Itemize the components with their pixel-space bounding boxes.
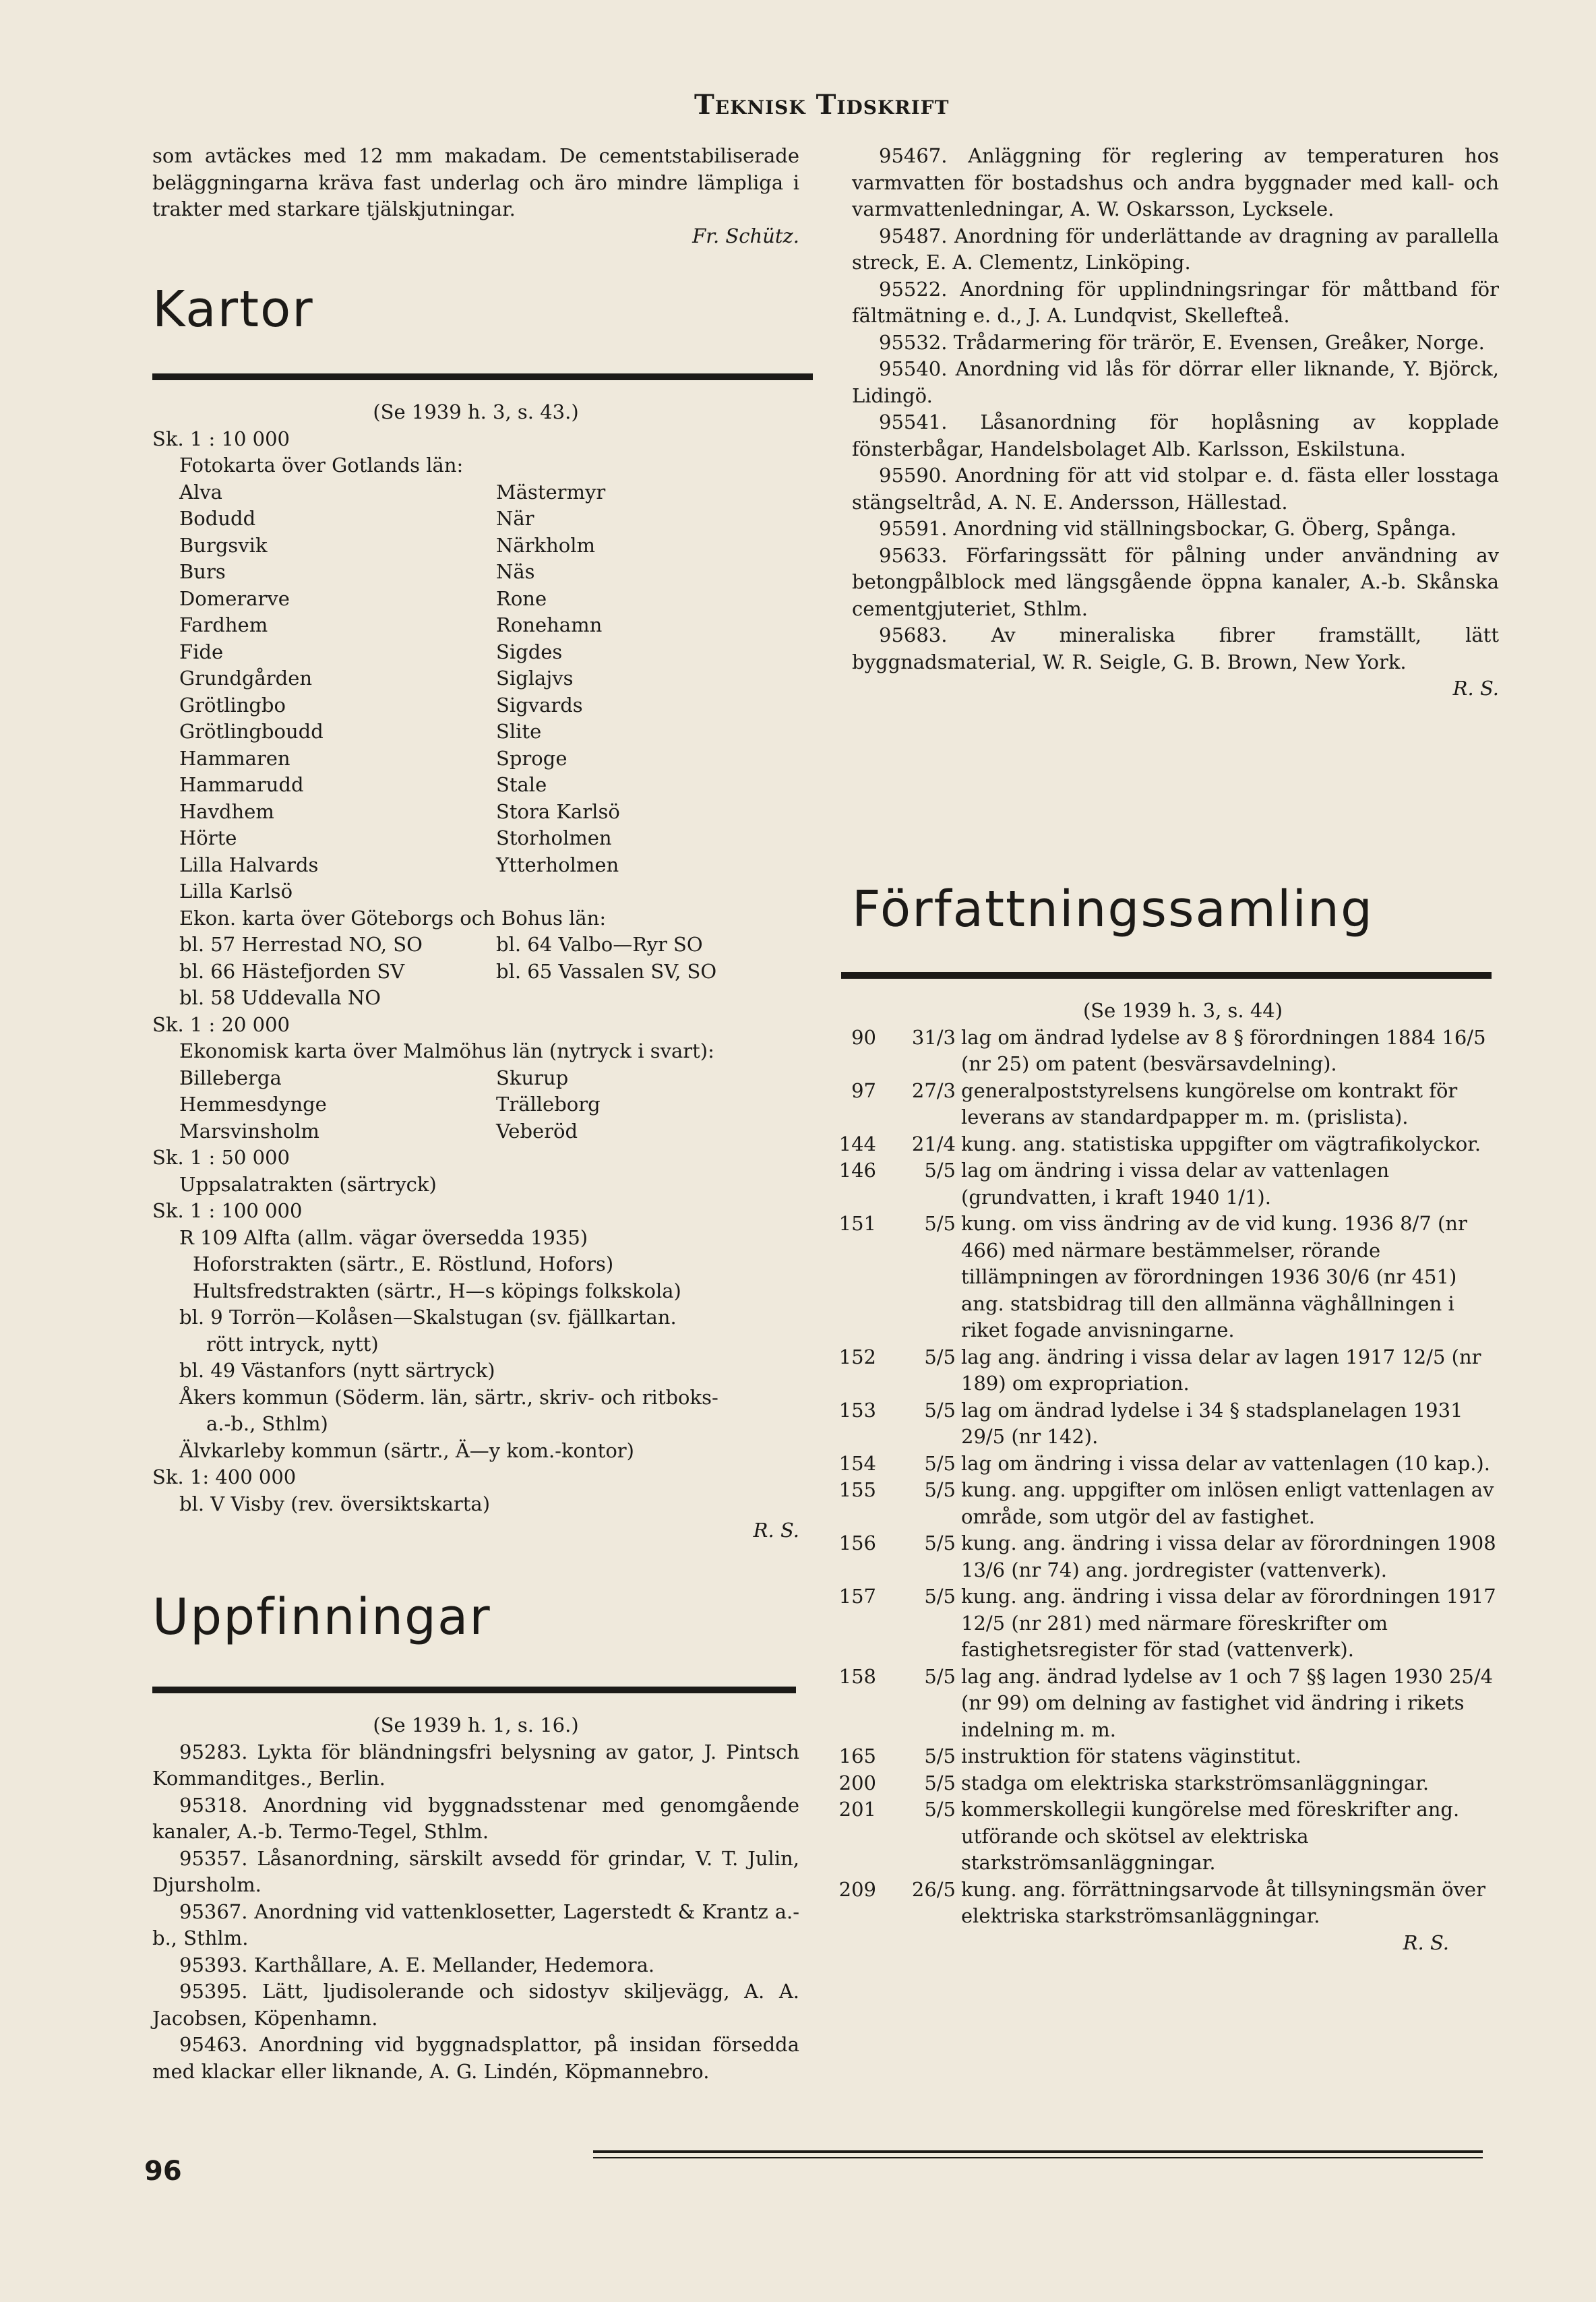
patent-entry: 95540. Anordning vid lås för dörrar eller liknande, Y. Björck, Lidingö.	[852, 357, 1499, 407]
law-date: 5/5	[924, 1745, 956, 1767]
uppfinningar-list-right	[852, 143, 1499, 702]
gotland-place: Rone	[496, 586, 547, 610]
law-number: 157	[838, 1585, 876, 1608]
forfattning-rows	[829, 1025, 1496, 1930]
law-row	[829, 1451, 1496, 1478]
kartor-heading: Kartor	[152, 280, 314, 338]
malmo-cell: Hemmesdynge	[179, 1093, 327, 1116]
patent-entry: 95541. Låsanordning för hoplåsning av kopplade fönsterbågar, Handelsbolaget Alb. Karlsson, Eskilstuna.	[852, 411, 1499, 460]
gotland-title: Fotokarta över Gotlands län:	[179, 454, 464, 477]
akers-entry: Åkers kommun (Söderm. län, särtr., skriv- och ritboks-	[179, 1385, 718, 1409]
law-number: 165	[838, 1745, 876, 1767]
law-text: kung. om viss ändring av de vid kung. 1936 8/7 (nr 466) med närmare bestämmelser, rörande tillämpningen av förordningen 1936 30/6 (nr 451) ang. statsbidrag till den allmänna väghållningen i riket fogade anvisningarne.	[961, 1212, 1467, 1341]
law-date: 5/5	[924, 1585, 956, 1608]
patent-entry: 95395. Lätt, ljudisolerande och sidostyv skiljevägg, A. A. Jacobsen, Köpenhamn.	[152, 1980, 799, 2030]
patent-entry: 95283. Lykta för bländningsfri belysning av gator, J. Pintsch Kommanditges., Berlin.	[152, 1740, 799, 1790]
uppfinningar-section	[152, 1588, 799, 1646]
law-text: kommerskollegii kungörelse med föreskrifter ang. utförande och skötsel av elektriska starkströmsanläggningar.	[961, 1798, 1460, 1874]
kartor-list	[152, 399, 799, 1544]
gbg-cell: bl. 66 Hästefjorden SV	[179, 959, 405, 983]
law-row	[829, 1157, 1496, 1211]
kartor-scale-1: Sk. 1 : 10 000	[152, 427, 290, 450]
patent-entry: 95590. Anordning för att vid stolpar e. d. fästa eller losstaga stängseltråd, A. N. E. Andersson, Hällestad.	[852, 464, 1499, 514]
gotland-place: Burgsvik	[179, 533, 268, 557]
gbg-list	[152, 932, 799, 1012]
law-date: 5/5	[924, 1478, 956, 1501]
kartor-scale-4: Sk. 1 : 100 000	[152, 1199, 303, 1222]
intro-signature: Fr. Schütz.	[692, 224, 799, 247]
bl49-entry: bl. 49 Västanfors (nytt särtryck)	[179, 1359, 495, 1382]
malmo-row	[179, 1118, 799, 1145]
gotland-place: Grötlingboudd	[179, 720, 324, 743]
malmo-title: Ekonomisk karta över Malmöhus län (nytryck i svart):	[179, 1039, 714, 1062]
footer-rule-thin	[593, 2157, 1483, 2158]
law-number: 156	[838, 1532, 876, 1554]
malmo-row	[179, 1091, 799, 1118]
gbg-cell: bl. 58 Uddevalla NO	[179, 986, 381, 1009]
gotland-place: Lilla Halvards	[179, 853, 319, 876]
law-row	[829, 1078, 1496, 1131]
law-number: 97	[851, 1079, 876, 1102]
page-number: 96	[144, 2156, 182, 2187]
gbg-cell: bl. 65 Vassalen SV, SO	[496, 959, 717, 983]
law-text: lag om ändring i vissa delar av vattenlagen (10 kap.).	[961, 1451, 1490, 1475]
gotland-place: Hörte	[179, 826, 237, 849]
gbg-cell: bl. 57 Herrestad NO, SO	[179, 933, 423, 956]
malmo-cell: Marsvinsholm	[179, 1119, 319, 1143]
gotland-place: Siglajvs	[496, 667, 574, 690]
law-date: 5/5	[924, 1159, 956, 1182]
uppfinningar-rule	[152, 1687, 796, 1693]
gotland-place: Domerarve	[179, 586, 290, 610]
gotland-place: Alva	[179, 480, 222, 504]
malmo-cell: Billeberga	[179, 1066, 282, 1089]
gotland-right-list	[496, 479, 799, 905]
law-date: 5/5	[924, 1664, 956, 1688]
bl9-entry-cont: rött intryck, nytt)	[206, 1332, 379, 1356]
gbg-row	[179, 959, 799, 986]
law-date: 5/5	[924, 1532, 956, 1554]
gotland-place: Fardhem	[179, 613, 268, 636]
law-row	[829, 1211, 1496, 1344]
uppfinningar-heading: Uppfinningar	[152, 1588, 491, 1646]
law-row	[829, 1796, 1496, 1877]
law-number: 151	[838, 1212, 876, 1235]
gotland-place: Grötlingbo	[179, 693, 286, 717]
uppfinningar-ref: (Se 1939 h. 1, s. 16.)	[373, 1714, 579, 1736]
gotland-place: Ronehamn	[496, 613, 603, 636]
law-text: kung. ang. förrättningsarvode åt tillsyningsmän över elektriska starkströmsanläggningar.	[961, 1877, 1485, 1927]
kartor-rule	[152, 373, 813, 380]
law-number: 144	[838, 1132, 876, 1155]
patent-entry: 95367. Anordning vid vattenklosetter, Lagerstedt & Krantz a.-b., Sthlm.	[152, 1900, 799, 1949]
law-date: 5/5	[924, 1771, 956, 1794]
intro-text: som avtäckes med 12 mm makadam. De cementstabiliserade beläggningarna kräva fast underlag och äro mindre lämpliga i trakter med starkare tjälskjutningar.	[152, 144, 799, 220]
law-number: 146	[838, 1159, 876, 1182]
patent-entry: 95357. Låsanordning, särskilt avsedd för grindar, V. T. Julin, Djursholm.	[152, 1846, 799, 1896]
law-text: lag ang. ändring i vissa delar av lagen 1917 12/5 (nr 189) om expropriation.	[961, 1345, 1481, 1395]
gotland-place: Grundgården	[179, 667, 313, 690]
law-row	[829, 1344, 1496, 1397]
patent-entry: 95633. Förfaringssätt för pålning under användning av betongpålblock med längsgående öppna kanaler, A.-b. Skånska cementgjuteriet, Sthlm.	[852, 543, 1499, 620]
patent-entry: 95532. Trådarmering för trärör, E. Evensen, Greåker, Norge.	[879, 330, 1485, 354]
law-text: generalpoststyrelsens kungörelse om kontrakt för leverans av standardpapper m. m. (prislista).	[961, 1079, 1458, 1128]
gotland-left-list	[179, 479, 496, 905]
law-row	[829, 1877, 1496, 1930]
law-row	[829, 1664, 1496, 1744]
law-text: kung. ang. uppgifter om inlösen enligt vattenlagen av område, som utgör del av fastighet.	[961, 1478, 1494, 1528]
law-number: 155	[838, 1478, 876, 1501]
malmo-row	[179, 1065, 799, 1092]
gotland-place: Stale	[496, 773, 547, 796]
akers-entry-cont: a.-b., Sthlm)	[206, 1412, 328, 1435]
patent-entry: 95591. Anordning vid ställningsbockar, G. Öberg, Spånga.	[879, 517, 1457, 540]
visby-entry: bl. V Visby (rev. översiktskarta)	[179, 1492, 491, 1515]
gotland-place: Sigvards	[496, 693, 583, 717]
gbg-row	[179, 932, 799, 959]
gbg-row	[179, 985, 799, 1012]
patent-entry: 95318. Anordning vid byggnadsstenar med genomgående kanaler, A.-b. Termo-Tegel, Sthlm.	[152, 1793, 799, 1843]
law-row	[829, 1477, 1496, 1530]
law-row	[829, 1131, 1496, 1158]
bl9-entry: bl. 9 Torrön—Kolåsen—Skalstugan (sv. fjällkartan.	[179, 1306, 677, 1329]
malmo-cell: Skurup	[496, 1066, 569, 1089]
gotland-place: Näs	[496, 560, 535, 583]
law-number: 209	[838, 1877, 876, 1901]
uppsala-entry: Uppsalatrakten (särtryck)	[179, 1172, 437, 1196]
kartor-scale-5: Sk. 1: 400 000	[152, 1465, 297, 1488]
law-number: 154	[838, 1451, 876, 1475]
gotland-place: Fide	[179, 640, 224, 663]
law-number: 200	[838, 1771, 876, 1794]
law-date: 27/3	[911, 1079, 956, 1102]
forfattning-section	[852, 880, 1499, 938]
gotland-place: Hammaren	[179, 746, 290, 770]
patent-entry: 95463. Anordning vid byggnadsplattor, på insidan försedda med klackar eller liknande, A. G. Lindén, Köpmannebro.	[152, 2033, 799, 2083]
law-text: instruktion för statens väginstitut.	[961, 1745, 1301, 1767]
gbg-cell: bl. 64 Valbo—Ryr SO	[496, 933, 703, 956]
law-text: lag ang. ändrad lydelse av 1 och 7 §§ lagen 1930 25/4 (nr 99) om delning av fastighet vid ändring i rikets indelning m. m.	[961, 1664, 1494, 1741]
hultsfred-entry: Hultsfredstrakten (särtr., H—s köpings folkskola)	[193, 1279, 681, 1302]
gotland-place: Havdhem	[179, 799, 274, 823]
forfattning-signature: R. S.	[1403, 1931, 1449, 1954]
law-number: 90	[851, 1025, 876, 1049]
law-date: 31/3	[911, 1025, 956, 1049]
law-text: lag om ändrad lydelse i 34 § stadsplanelagen 1931 29/5 (nr 142).	[961, 1398, 1463, 1448]
patent-entry: 95522. Anordning för upplindningsringar för måttband för fältmätning e. d., J. A. Lundqvist, Skellefteå.	[852, 277, 1499, 327]
law-text: lag om ändrad lydelse av 8 § förordningen 1884 16/5 (nr 25) om patent (besvärsavdelning).	[961, 1025, 1486, 1075]
law-date: 5/5	[924, 1451, 956, 1475]
forfattning-ref: (Se 1939 h. 3, s. 44)	[1082, 999, 1283, 1022]
hofors-entry: Hoforstrakten (särtr., E. Röstlund, Hofors)	[193, 1252, 614, 1275]
law-text: kung. ang. ändring i vissa delar av förordningen 1908 13/6 (nr 74) ang. jordregister (vattenverk).	[961, 1532, 1496, 1581]
gotland-place: När	[496, 507, 534, 530]
law-number: 158	[838, 1664, 876, 1688]
kartor-scale-3: Sk. 1 : 50 000	[152, 1146, 290, 1169]
law-text: kung. ang. ändring i vissa delar av förordningen 1917 12/5 (nr 281) med närmare föreskrifter om fastighetsregister för stad (vattenverk).	[961, 1585, 1496, 1661]
kartor-section	[152, 280, 799, 338]
forfattning-rule	[841, 972, 1492, 979]
intro-block	[152, 143, 799, 249]
law-row	[829, 1397, 1496, 1451]
kartor-ref: (Se 1939 h. 3, s. 43.)	[373, 400, 579, 423]
gotland-place: Burs	[179, 560, 226, 583]
law-date: 21/4	[911, 1132, 956, 1155]
gbg-title: Ekon. karta över Göteborgs och Bohus län:	[179, 906, 607, 930]
footer-rule	[593, 2150, 1483, 2153]
patent-entry: 95393. Karthållare, A. E. Mellander, Hedemora.	[179, 1953, 655, 1976]
law-row	[829, 1530, 1496, 1583]
masthead: Teknisk Tidskrift	[694, 89, 950, 121]
patent-entry: 95683. Av mineraliska fibrer framställt, lätt byggnadsmaterial, W. R. Seigle, G. B. Brown, New York.	[852, 624, 1499, 673]
law-date: 5/5	[924, 1345, 956, 1368]
law-date: 5/5	[924, 1798, 956, 1821]
patent-entry: 95467. Anläggning för reglering av temperaturen hos varmvatten för bostadshus och andra byggnader med kall- och varmvattenledningar, A. W. Oskarsson, Lycksele.	[852, 144, 1499, 220]
law-text: stadga om elektriska starkströmsanläggningar.	[961, 1771, 1430, 1794]
uppfinningar-list-left	[152, 1712, 799, 2085]
gotland-grid	[152, 479, 799, 905]
gotland-place: Storholmen	[496, 826, 612, 849]
gotland-place: Ytterholmen	[496, 853, 619, 876]
gbg-cell	[496, 985, 799, 1012]
law-date: 5/5	[924, 1398, 956, 1422]
law-row	[829, 1025, 1496, 1078]
law-row	[829, 1743, 1496, 1770]
law-row	[829, 1770, 1496, 1797]
gotland-place: Sigdes	[496, 640, 563, 663]
kartor-signature: R. S.	[753, 1519, 799, 1542]
forfattning-list	[829, 998, 1496, 1956]
gotland-place: Sproge	[496, 746, 567, 770]
law-row	[829, 1583, 1496, 1664]
gotland-place: Stora Karlsö	[496, 799, 620, 823]
law-number: 201	[838, 1798, 876, 1821]
kartor-scale-2: Sk. 1 : 20 000	[152, 1012, 290, 1036]
patent-entry: 95487. Anordning för underlättande av dragning av parallella streck, E. A. Clementz, Linköping.	[852, 224, 1499, 274]
alvkarleby-entry: Älvkarleby kommun (särtr., Ä—y kom.-kontor)	[179, 1438, 634, 1462]
malmo-cell: Veberöd	[496, 1119, 578, 1143]
law-date: 26/5	[911, 1877, 956, 1901]
law-text: kung. ang. statistiska uppgifter om vägtrafikolyckor.	[961, 1132, 1481, 1155]
gotland-place: Bodudd	[179, 507, 256, 530]
gotland-place: Mästermyr	[496, 480, 606, 504]
malmo-list	[152, 1065, 799, 1145]
r109-entry: R 109 Alfta (allm. vägar översedda 1935)	[179, 1225, 588, 1249]
law-number: 152	[838, 1345, 876, 1368]
gotland-place: Hammarudd	[179, 773, 304, 796]
gotland-place: Lilla Karlsö	[179, 880, 293, 903]
gotland-place: Närkholm	[496, 533, 596, 557]
uppfinningar-signature: R. S.	[1452, 677, 1499, 700]
law-number: 153	[838, 1398, 876, 1422]
law-text: lag om ändring i vissa delar av vattenlagen (grundvatten, i kraft 1940 1/1).	[961, 1159, 1390, 1209]
gotland-place: Slite	[496, 720, 542, 743]
malmo-cell: Trälleborg	[496, 1093, 601, 1116]
uppfinningar-entries-right	[852, 143, 1499, 675]
forfattning-heading: Författningssamling	[852, 880, 1374, 938]
uppfinningar-entries-left	[152, 1739, 799, 2086]
law-date: 5/5	[924, 1212, 956, 1235]
